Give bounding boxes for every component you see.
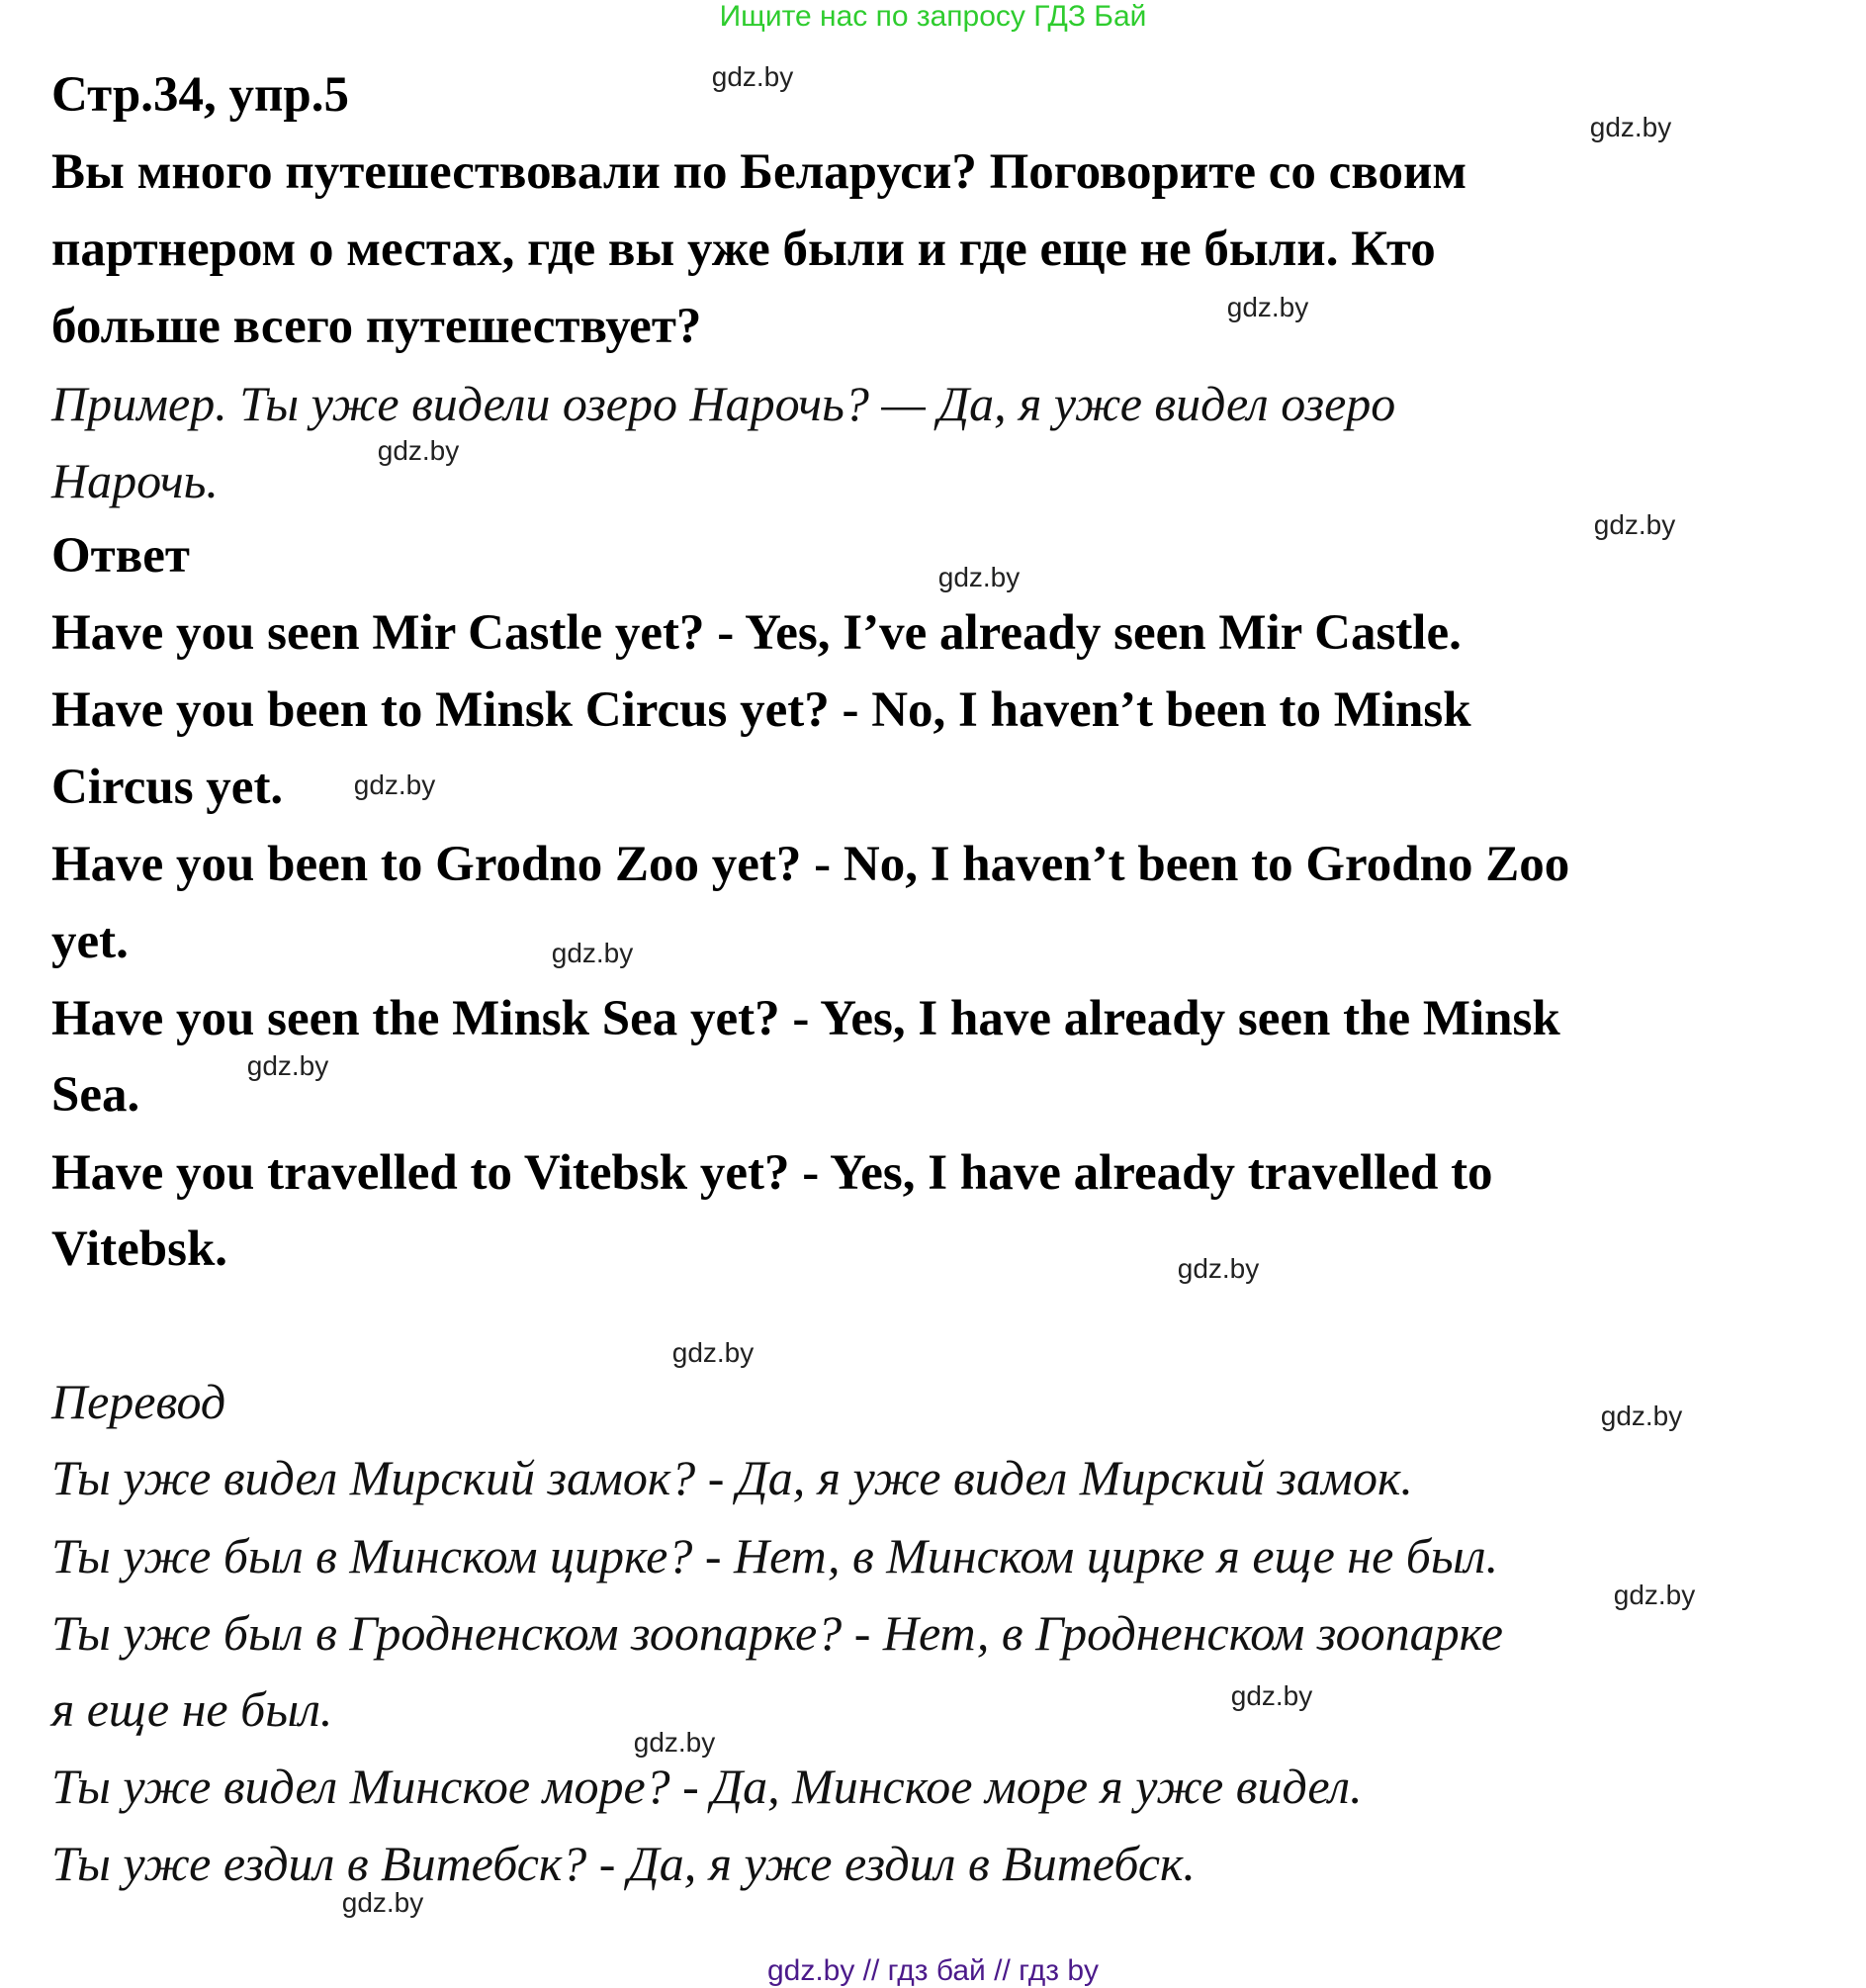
search-banner: Ищите нас по запросу ГДЗ Бай [719, 0, 1147, 33]
answer-line: Vitebsk. [51, 1221, 228, 1277]
footer-links: gdz.by // гдз бай // гдз by [766, 1954, 1100, 1987]
example-line: Нарочь. [51, 453, 219, 508]
watermark: gdz.by [1593, 509, 1676, 540]
watermark: gdz.by [937, 562, 1021, 592]
watermark: gdz.by [1226, 292, 1309, 322]
translation-line: я еще не был. [51, 1681, 333, 1737]
watermark: gdz.by [551, 938, 634, 968]
translation-line: Ты уже видел Минское море? - Да, Минское море я уже видел. [51, 1759, 1363, 1814]
page-title: Стр.34, упр.5 [51, 67, 349, 123]
translation-line: Ты уже видел Мирский замок? - Да, я уже видел Мирский замок. [51, 1450, 1413, 1505]
watermark: gdz.by [1230, 1680, 1313, 1711]
task-line: партнером о местах, где вы уже были и где еще не были. Кто [51, 222, 1436, 277]
watermark: gdz.by [246, 1050, 329, 1081]
answer-line: yet. [51, 914, 129, 969]
watermark: gdz.by [1177, 1253, 1260, 1284]
watermark: gdz.by [377, 435, 460, 466]
translation-line: Ты уже ездил в Витебск? - Да, я уже ездил в Витебск. [51, 1836, 1196, 1891]
answer-line: Have you travelled to Vitebsk yet? - Yes, I have already travelled to [51, 1145, 1493, 1201]
answer-line: Have you been to Minsk Circus yet? - No, I haven’t been to Minsk [51, 682, 1471, 738]
watermark: gdz.by [711, 61, 794, 92]
answer-line: Have you seen the Minsk Sea yet? - Yes, I have already seen the Minsk [51, 991, 1560, 1046]
translation-heading: Перевод [51, 1374, 226, 1429]
answer-line: Circus yet. [51, 760, 284, 815]
answer-heading: Ответ [51, 528, 190, 584]
watermark: gdz.by [353, 769, 436, 800]
watermark: gdz.by [1600, 1401, 1683, 1431]
example-line: Пример. Ты уже видели озеро Нарочь? — Да, я уже видел озеро [51, 376, 1396, 431]
watermark: gdz.by [1613, 1580, 1696, 1610]
watermark: gdz.by [671, 1337, 755, 1368]
watermark: gdz.by [341, 1887, 424, 1918]
answer-line: Sea. [51, 1067, 140, 1123]
translation-line: Ты уже был в Гродненском зоопарке? - Нет, в Гродненском зоопарке [51, 1605, 1503, 1661]
watermark: gdz.by [1589, 112, 1672, 142]
answer-line: Have you seen Mir Castle yet? - Yes, I’ve already seen Mir Castle. [51, 605, 1462, 661]
watermark: gdz.by [633, 1727, 716, 1758]
task-line: Вы много путешествовали по Беларуси? Поговорите со своим [51, 144, 1467, 200]
answer-line: Have you been to Grodno Zoo yet? - No, I haven’t been to Grodno Zoo [51, 837, 1570, 892]
task-line: больше всего путешествует? [51, 299, 702, 354]
translation-line: Ты уже был в Минском цирке? - Нет, в Минском цирке я еще не был. [51, 1528, 1499, 1583]
